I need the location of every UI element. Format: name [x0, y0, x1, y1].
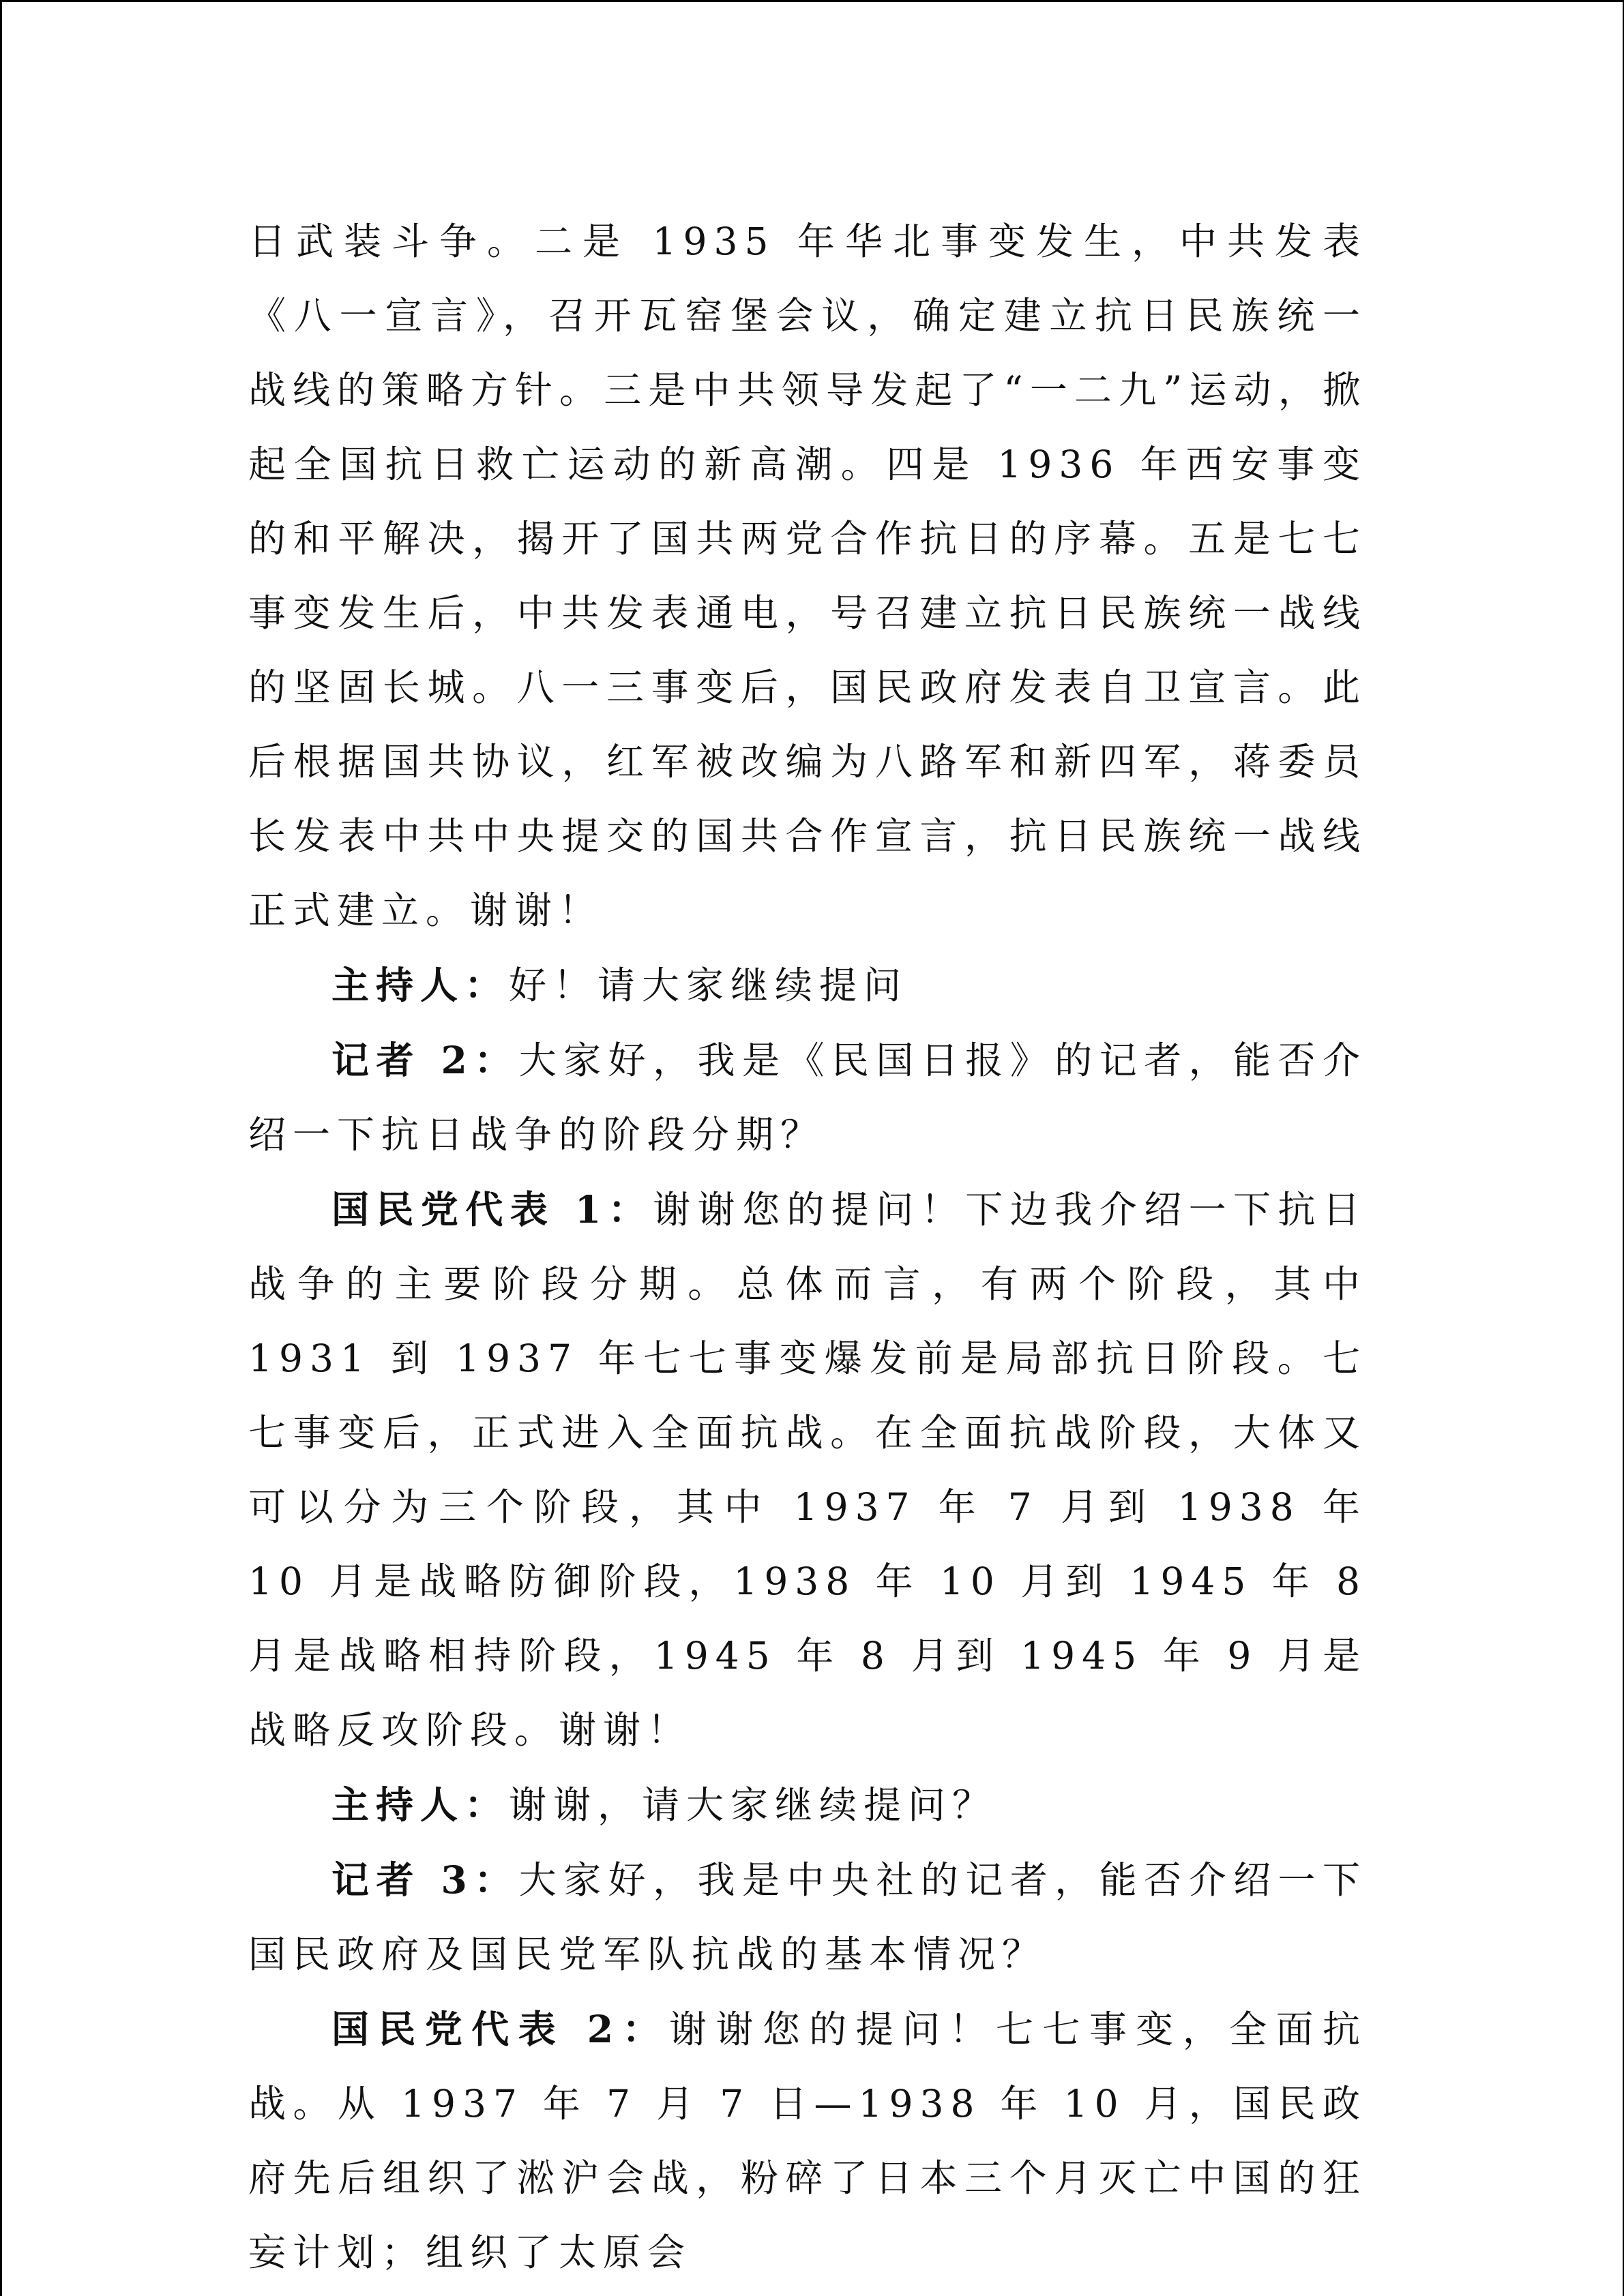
paragraph-reporter-2 — [248, 1023, 1367, 1172]
speaker-label: 国民党代表 1： — [331, 1187, 653, 1232]
page-top-border — [0, 0, 1624, 2]
paragraph-text: 谢谢，请大家继续提问？ — [509, 1783, 997, 1827]
speaker-label: 主持人： — [331, 1783, 510, 1827]
paragraph-text: 日武装斗争。二是 1935 年华北事变发生，中共发表《八一宣言》，召开瓦窑堡会议，确定建立抗日民族统一战线的策略方针。三是中共领导发起了“一二九”运动，掀起全国抗日救亡运动的新高潮。四是 1936 年西安事变的和平解决，揭开了国共两党合作抗日的序幕。五是七七事变发生后，中共发表通电，号召建立抗日民族统一战线的坚固长城。八一三事变后，国民政府发表自卫宣言。此后根据国共协议，红军被改编为八路军和新四军，蒋委员长发表中共中央提交的国共合作宣言，抗日民族统一战线正式建立。谢谢！ — [248, 220, 1367, 932]
paragraph-text: 大家好，我是《民国日报》的记者，能否介绍一下抗日战争的阶段分期？ — [248, 1039, 1367, 1157]
speaker-label: 记者 3： — [331, 1858, 519, 1902]
paragraph-kmt-rep-2 — [248, 1992, 1367, 2290]
paragraph-reporter-3 — [248, 1843, 1367, 1992]
page-left-border — [0, 0, 2, 2296]
speaker-label: 记者 2： — [331, 1038, 519, 1082]
paragraph-kmt-rep-1 — [248, 1172, 1367, 1768]
document-body — [248, 205, 1367, 2290]
paragraph-host-1 — [248, 948, 1367, 1023]
paragraph-text: 谢谢您的提问！七七事变，全面抗战。从 1937 年 7 月 7 日—1938 年 10 月，国民政府先后组织了淞沪会战，粉碎了日本三个月灭亡中国的狂妄计划；组织了太原会 — [248, 2008, 1367, 2274]
paragraph-text: 谢谢您的提问！下边我介绍一下抗日战争的主要阶段分期。总体而言，有两个阶段，其中 1931 到 1937 年七七事变爆发前是局部抗日阶段。七七事变后，正式进入全面抗战。在全面抗战阶段，大体又可以分为三个阶段，其中 1937 年 7 月到 1938 年 10 月是战略防御阶段，1938 年 10 月到 1945 年 8 月是战略相持阶段，1945 年 8 月到 1945 年 9 月是战略反攻阶段。谢谢！ — [248, 1188, 1367, 1752]
paragraph-continuation — [248, 205, 1367, 948]
paragraph-host-2 — [248, 1768, 1367, 1843]
speaker-label: 国民党代表 2： — [331, 2007, 669, 2051]
paragraph-text: 大家好，我是中央社的记者，能否介绍一下国民政府及国民党军队抗战的基本情况？ — [248, 1858, 1367, 1976]
speaker-label: 主持人： — [331, 963, 510, 1007]
paragraph-text: 好！请大家继续提问 — [509, 964, 909, 1007]
